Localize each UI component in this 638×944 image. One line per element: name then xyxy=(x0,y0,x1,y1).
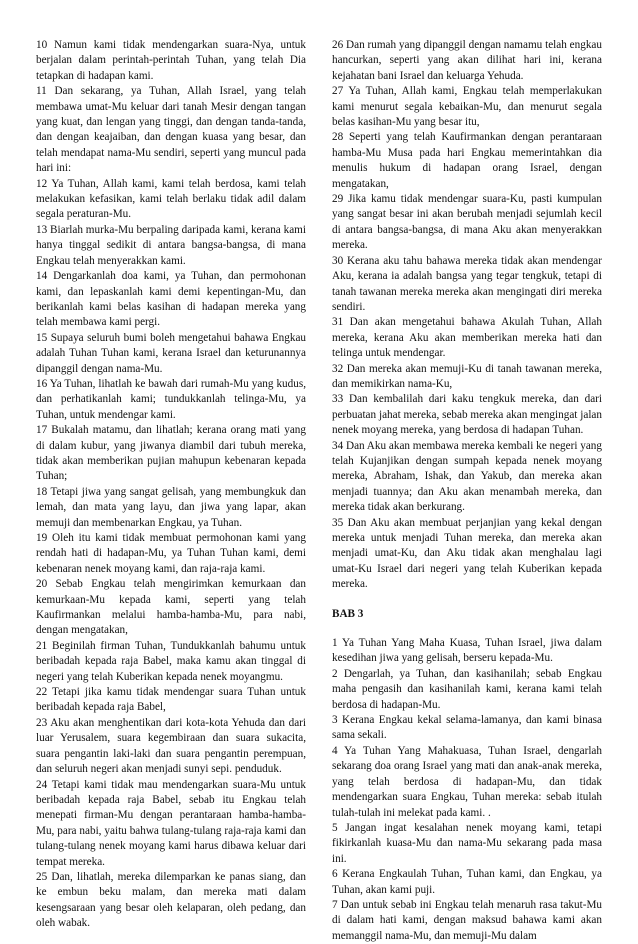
verse-paragraph: 20 Sebab Engkau telah mengirimkan kemurkaan dan kemurkaan-Mu kepada kami, seperti yang telah Kaufirmankan melalui hamba-hamba-Mu, para nabi, dengan mengatakan, xyxy=(36,578,306,637)
left-column xyxy=(36,38,306,930)
verse-paragraph: 11 Dan sekarang, ya Tuhan, Allah Israel, yang telah membawa umat-Mu keluar dari tanah Mesir dengan tangan yang kuat, dan lengan yang tinggi, dan dengan tanda-tanda, dan dengan keajaiban, dan dengan kuasa yang besar, dan telah mendapat nama-Mu sendiri, seperti yang muncul pada hari ini: xyxy=(36,85,306,175)
verse-paragraph: 23 Aku akan menghentikan dari kota-kota Yehuda dan dari luar Yerusalem, suara kegembiraan dan suara sukacita, suara pengantin laki-laki dan suara pengantin perempuan, dan seluruh negeri akan menjadi sunyi sepi. penduduk. xyxy=(36,716,306,776)
verse-paragraph: 31 Dan akan mengetahui bahawa Akulah Tuhan, Allah mereka, kerana Aku akan memberikan mereka hati dan telinga untuk mendengar. xyxy=(332,316,602,360)
verse-paragraph: 35 Dan Aku akan membuat perjanjian yang kekal dengan mereka untuk menjadi Tuhan mereka, dan mereka akan menjadi umat-Ku, dan Aku tidak akan menghalau lagi umat-Ku Israel dari negeri yang telah Kuberikan kepada mereka. xyxy=(332,516,602,591)
verse-paragraph: 5 Jangan ingat kesalahan nenek moyang kami, tetapi fikirkanlah kuasa-Mu dan nama-Mu sekarang pada masa ini. xyxy=(332,821,602,865)
verse-paragraph: 32 Dan mereka akan memuji-Ku di tanah tawanan mereka, dan memikirkan nama-Ku, xyxy=(332,362,602,390)
verse-paragraph: 18 Tetapi jiwa yang sangat gelisah, yang membungkuk dan lemah, dan mata yang layu, dan jiwa yang lapar, akan memuji dan membenarkan Engkau, ya Tuhan. xyxy=(36,485,306,529)
verse-paragraph: 6 Kerana Engkaulah Tuhan, Tuhan kami, dan Engkau, ya Tuhan, akan kami puji. xyxy=(332,868,602,896)
verse-paragraph: 7 Dan untuk sebab ini Engkau telah menaruh rasa takut-Mu di dalam hati kami, dengan maksud bahawa kami akan memanggil nama-Mu, dan memuji-Mu dalam xyxy=(332,898,602,942)
verse-paragraph: 4 Ya Tuhan Yang Mahakuasa, Tuhan Israel, dengarlah sekarang doa orang Israel yang mati dan anak-anak mereka, yang telah berdosa di hadapan-Mu, dan tidak mendengarkan suara Engkau, Tuhan mereka: sebab itulah tulah-tulah ini melekat pada kami. . xyxy=(332,744,602,819)
verse-paragraph: 12 Ya Tuhan, Allah kami, kami telah berdosa, kami telah melakukan kefasikan, kami telah berlaku tidak adil dalam segala peraturan-Mu. xyxy=(36,177,306,221)
verse-paragraph: 2 Dengarlah, ya Tuhan, dan kasihanilah; sebab Engkau maha pengasih dan kasihanilah kami, kerana kami telah berdosa di hadapan-Mu. xyxy=(332,667,602,711)
verse-paragraph: 19 Oleh itu kami tidak membuat permohonan kami yang rendah hati di hadapan-Mu, ya Tuhan Tuhan kami, demi kebenaran nenek moyang kami, dan raja-raja kami. xyxy=(36,532,306,575)
chapter-heading: BAB 3 xyxy=(332,607,364,620)
right-column xyxy=(332,38,602,942)
verse-paragraph: 1 Ya Tuhan Yang Maha Kuasa, Tuhan Israel, jiwa dalam kesedihan jiwa yang gelisah, berseru kepada-Mu. xyxy=(332,637,602,665)
verse-paragraph: 16 Ya Tuhan, lihatlah ke bawah dari rumah-Mu yang kudus, dan perhatikanlah kami; tundukkanlah telinga-Mu, ya Tuhan, untuk mendengar kami. xyxy=(36,377,306,421)
right-column-verses-chapter-3 xyxy=(332,636,602,944)
verse-paragraph: 34 Dan Aku akan membawa mereka kembali ke negeri yang telah Kujanjikan dengan sumpah kepada nenek moyang mereka, Abraham, Ishak, dan Yakub, dan mereka akan menjadi tuannya; dan Aku akan menambah mereka, dan mereka tidak akan berkurang. xyxy=(332,439,602,514)
verse-paragraph: 3 Kerana Engkau kekal selama-lamanya, dan kami binasa sama sekali. xyxy=(332,714,602,742)
right-column-verses-chapter-2 xyxy=(332,38,602,593)
verse-paragraph: 10 Namun kami tidak mendengarkan suara-Nya, untuk berjalan dalam perintah-perintah Tuhan, yang telah Dia tetapkan di hadapan kami. xyxy=(36,39,306,82)
verse-paragraph: 22 Tetapi jika kamu tidak mendengar suara Tuhan untuk beribadah kepada raja Babel, xyxy=(36,686,306,714)
verse-paragraph: 33 Dan kembalilah dari kaku tengkuk mereka, dan dari perbuatan jahat mereka, sebab mereka akan mengingat jalan nenek moyang mereka, yang berdosa di hadapan Tuhan. xyxy=(332,393,602,437)
document-page xyxy=(36,38,602,942)
verse-paragraph: 14 Dengarkanlah doa kami, ya Tuhan, dan permohonan kami, dan lepaskanlah kami demi kepentingan-Mu, dan berikanlah kami belas kasihan di hadapan mereka yang telah membawa kami pergi. xyxy=(36,270,306,329)
verse-paragraph: 25 Dan, lihatlah, mereka dilemparkan ke panas siang, dan ke embun beku malam, dan mereka mati dalam kesengsaraan yang besar oleh kelaparan, oleh pedang, dan oleh wabak. xyxy=(36,870,306,930)
verse-paragraph: 30 Kerana aku tahu bahawa mereka tidak akan mendengar Aku, kerana ia adalah bangsa yang tegar tengkuk, tetapi di tanah tawanan mereka mereka akan mengingati diri mereka sendiri. xyxy=(332,254,602,313)
verse-paragraph: 27 Ya Tuhan, Allah kami, Engkau telah memperlakukan kami menurut segala kebaikan-Mu, dan menurut segala belas kasihan-Mu yang besar itu, xyxy=(332,85,602,129)
verse-paragraph: 26 Dan rumah yang dipanggil dengan namamu telah engkau hancurkan, seperti yang akan dilihat hari ini, kerana kejahatan bani Israel dan keluarga Yehuda. xyxy=(332,39,602,82)
verse-paragraph: 13 Biarlah murka-Mu berpaling daripada kami, kerana kami hanya tinggal sedikit di antara bangsa-bangsa, di mana Engkau telah menyerakkan kami. xyxy=(36,223,306,267)
verse-paragraph: 17 Bukalah matamu, dan lihatlah; kerana orang mati yang di dalam kubur, yang jiwanya diambil dari tubuh mereka, tidak akan memberikan pujian mahupun kebenaran kepada Tuhan; xyxy=(36,424,306,483)
verse-paragraph: 24 Tetapi kami tidak mau mendengarkan suara-Mu untuk beribadah kepada raja Babel, sebab itu Engkau telah menepati firman-Mu dengan perantaraan hamba-hamba-Mu, para nabi, yaitu bahwa tulang-tulang raja-raja kami dan tulang-tulang nenek moyang kami harus dibawa keluar dari tempat mereka. xyxy=(36,778,306,868)
verse-paragraph: 29 Jika kamu tidak mendengar suara-Ku, pasti kumpulan yang sangat besar ini akan berubah menjadi sejumlah kecil di antara bangsa-bangsa, di mana Aku akan menyerakkan mereka. xyxy=(332,193,602,252)
verse-paragraph: 21 Beginilah firman Tuhan, Tundukkanlah bahumu untuk beribadah kepada raja Babel, maka kamu akan tinggal di negeri yang telah Kuberikan kepada nenek moyangmu. xyxy=(36,639,306,683)
verse-paragraph: 28 Seperti yang telah Kaufirmankan dengan perantaraan hamba-Mu Musa pada hari Engkau memerintahkan dia menulis hukum di hadapan orang Israel, dengan mengatakan, xyxy=(332,131,602,190)
verse-paragraph: 15 Supaya seluruh bumi boleh mengetahui bahawa Engkau adalah Tuhan Tuhan kami, kerana Israel dan keturunannya dipanggil dengan nama-Mu. xyxy=(36,331,306,375)
